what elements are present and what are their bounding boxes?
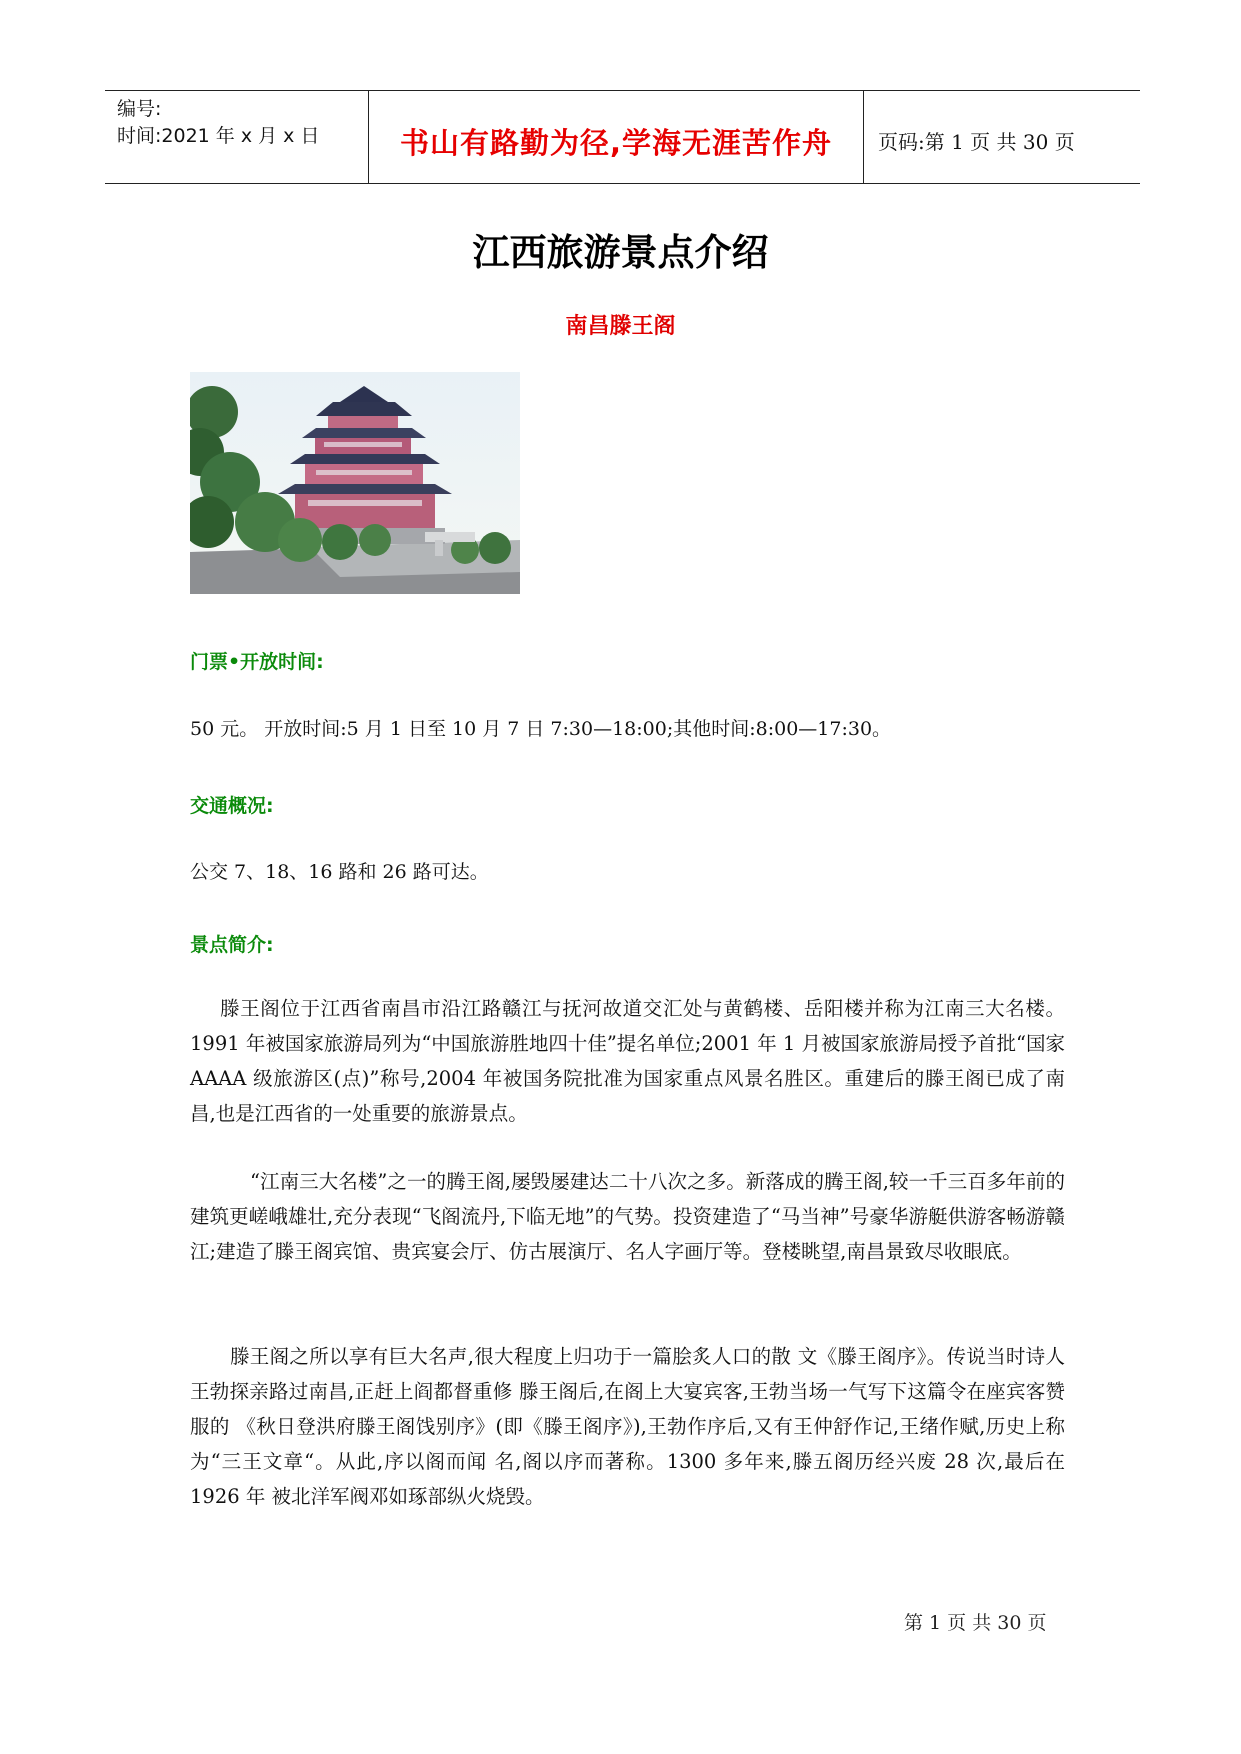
- header-page-label: 页码:第 1 页 共 30 页: [878, 130, 1075, 154]
- page-title: 江西旅游景点介绍: [472, 231, 769, 274]
- transport-heading: 交通概况:: [190, 795, 274, 817]
- ticket-heading: 门票•开放时间:: [190, 651, 324, 673]
- transport-text: 公交 7、18、16 路和 26 路可达。: [190, 861, 489, 883]
- intro-paragraph: 滕王阁位于江西省南昌市沿江路赣江与抚河故道交汇处与黄鹤楼、岳阳楼并称为江南三大名楼。1991 年被国家旅游局列为“中国旅游胜地四十佳”提名单位;2001 年 1 月被国家旅游局授予首批“国家 AAAA 级旅游区(点)”称号,2004 年被国务院批准为国家重点风景名胜区。重建后的滕王阁已成了南昌,也是江西省的一处重要的旅游景点。: [190, 997, 1065, 1125]
- header-table: [105, 90, 1140, 184]
- intro-heading: 景点简介:: [190, 934, 274, 956]
- page-subtitle: 南昌滕王阁: [565, 314, 676, 339]
- header-page-cell: [864, 91, 1140, 183]
- intro-paragraph: 滕王阁之所以享有巨大名声,很大程度上归功于一篇脍炙人口的散 文《滕王阁序》。传说当时诗人王勃探亲路过南昌,正赶上阎都督重修 滕王阁后,在阁上大宴宾客,王勃当场一气写下这篇令在座宾客赞服的 《秋日登洪府滕王阁饯别序》(即《滕王阁序》),王勃作序后,又有王仲舒作记,王绪作赋,历史上称为“三王文章“。从此,序以阁而闻 名,阁以序而著称。1300 多年来,滕五阁历经兴废 28 次,最后在 1926 年 被北洋军阀邓如琢部纵火烧毁。: [190, 1345, 1065, 1508]
- document-number-label: 编号:: [117, 98, 162, 120]
- pavilion-illustration: [190, 372, 520, 594]
- page-footer: 第 1 页 共 30 页: [904, 1612, 1047, 1634]
- ticket-text: 50 元。 开放时间:5 月 1 日至 10 月 7 日 7:30—18:00;其他时间:8:00—17:30。: [190, 718, 892, 740]
- header-meta-cell: [105, 91, 369, 183]
- header-motto-cell: [369, 91, 864, 183]
- intro-paragraph: “江南三大名楼”之一的腾王阁,屡毁屡建达二十八次之多。新落成的腾王阁,较一千三百多年前的建筑更嵯峨雄壮,充分表现“飞阁流丹,下临无地”的气势。投资建造了“马当神”号豪华游艇供游客畅游赣江;建造了滕王阁宾馆、贵宾宴会厅、仿古展演厅、名人字画厅等。登楼眺望,南昌景致尽收眼底。: [190, 1170, 1065, 1263]
- tengwang-pavilion-photo: [190, 372, 520, 594]
- document-time-label: 时间:2021 年 x 月 x 日: [117, 125, 320, 147]
- header-motto: 书山有路勤为径,学海无涯苦作舟: [399, 126, 833, 160]
